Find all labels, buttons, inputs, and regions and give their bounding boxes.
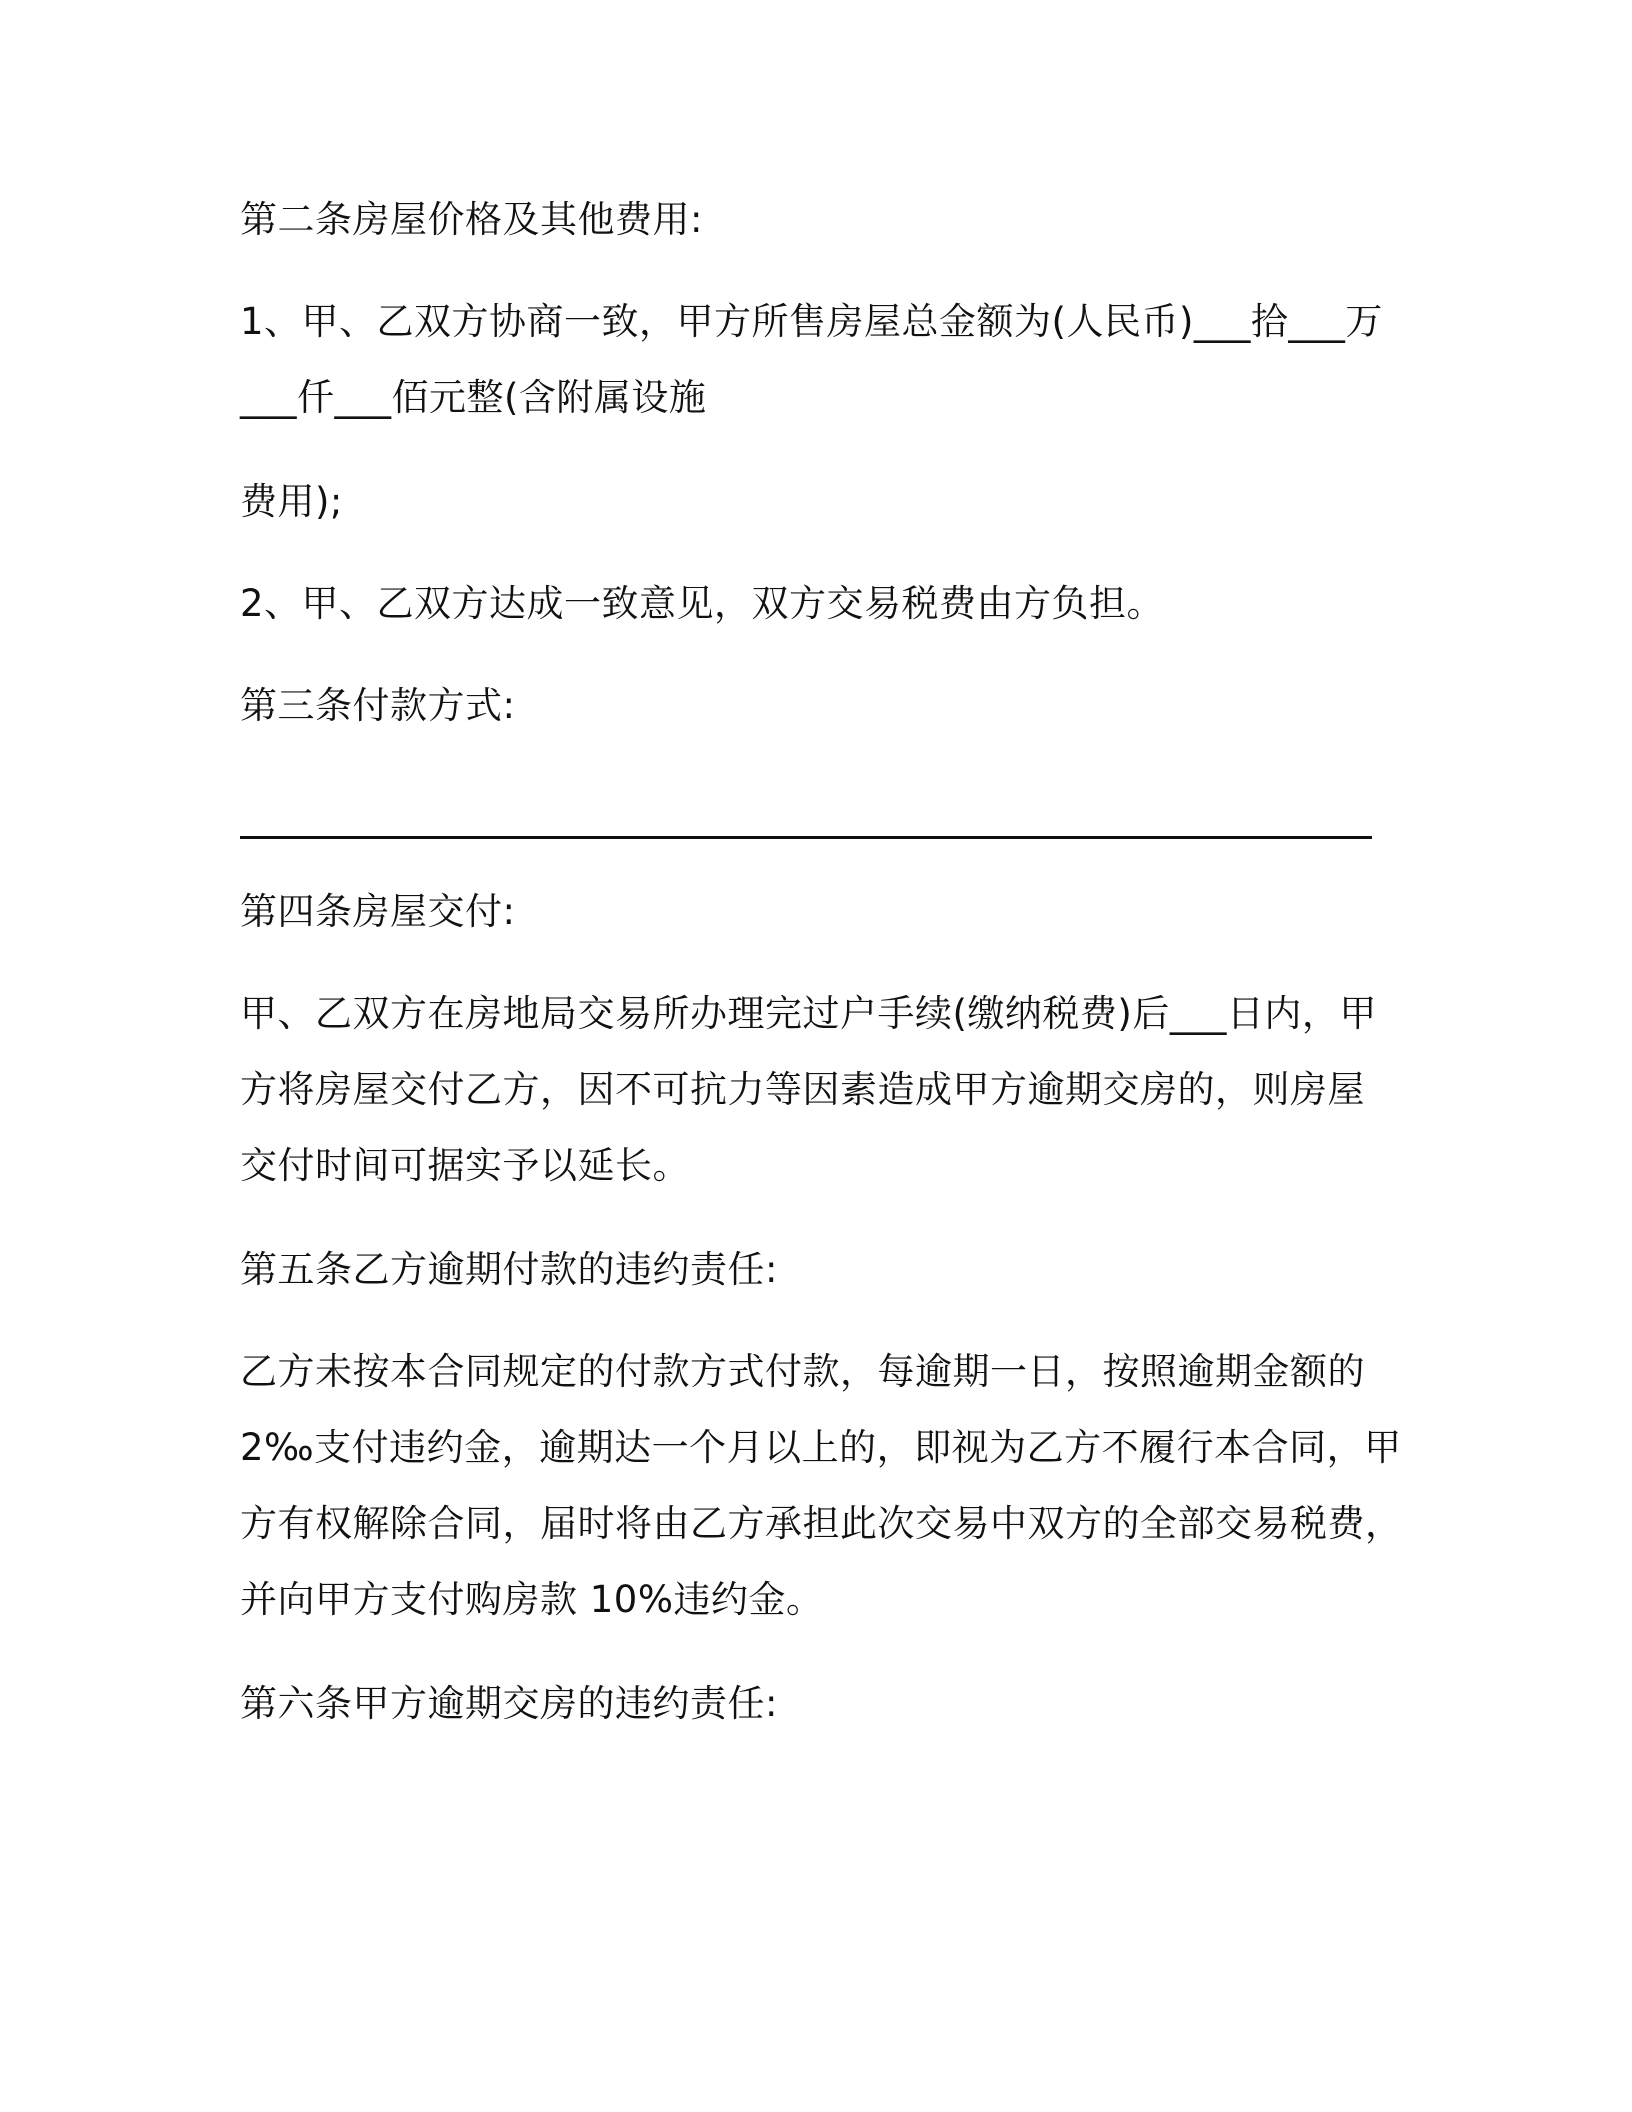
article4-line1: 甲、乙双方在房地局交易所办理完过户手续(缴纳税费)后___日内，甲 [240, 992, 1377, 1035]
article2-item1-line3: 费用); [240, 480, 343, 523]
article2-item1-line1: 1、甲、乙双方协商一致，甲方所售房屋总金额为(人民币)___拾___万 [240, 300, 1383, 343]
blank-fill-line [240, 836, 1372, 839]
article5-line1: 乙方未按本合同规定的付款方式付款，每逾期一日，按照逾期金额的 [240, 1350, 1365, 1393]
article5-line3: 方有权解除合同，届时将由乙方承担此次交易中双方的全部交易税费， [240, 1502, 1403, 1545]
article2-item1-line2: ___仟___佰元整(含附属设施 [240, 376, 707, 419]
article4-line2: 方将房屋交付乙方，因不可抗力等因素造成甲方逾期交房的，则房屋 [240, 1068, 1365, 1111]
article2-item2: 2、甲、乙双方达成一致意见，双方交易税费由方负担。 [240, 582, 1165, 625]
article6-heading: 第六条甲方逾期交房的违约责任: [240, 1682, 778, 1725]
article5-heading: 第五条乙方逾期付款的违约责任: [240, 1248, 778, 1291]
article4-line3: 交付时间可据实予以延长。 [240, 1144, 690, 1187]
article5-line4: 并向甲方支付购房款 10%违约金。 [240, 1578, 824, 1621]
article5-line2: 2‰支付违约金，逾期达一个月以上的，即视为乙方不履行本合同，甲 [240, 1426, 1402, 1469]
article4-heading: 第四条房屋交付: [240, 890, 516, 933]
article2-heading: 第二条房屋价格及其他费用: [240, 198, 703, 241]
article3-heading: 第三条付款方式: [240, 684, 516, 727]
